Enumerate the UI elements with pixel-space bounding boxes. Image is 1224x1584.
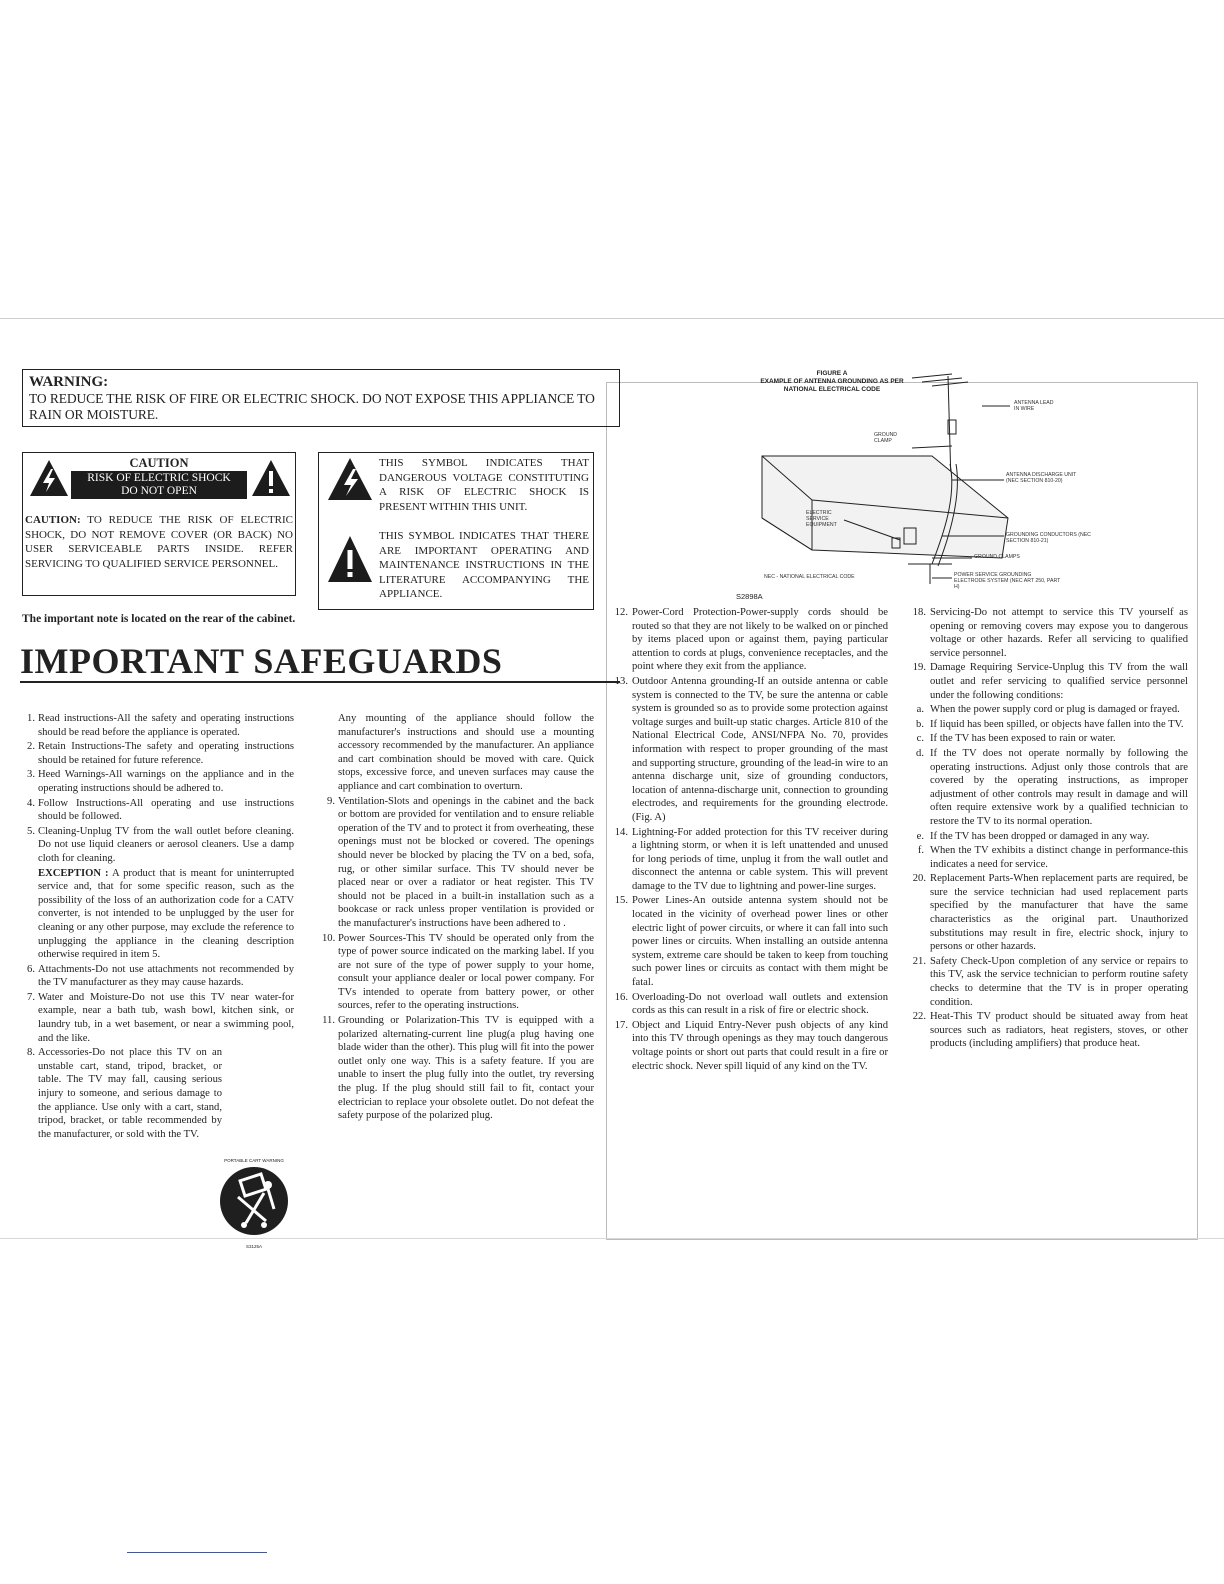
item-number: 22. bbox=[912, 1011, 926, 1023]
item-number: 17. bbox=[614, 1019, 628, 1031]
item-text: Water and Moisture-Do not use this TV near water-for example, near a bath tub, wash bowl, kitchen sink, or laundry tub, in a wet basement, or near a swimming pool, and the like. bbox=[38, 991, 294, 1044]
item-text: Read instructions-All the safety and operating instructions should be read before the appliance is operated. bbox=[38, 713, 294, 738]
item-text: Grounding or Polarization-This TV is equipped with a polarized alternating-current line plug(a plug having one blade wider than the other). This plug will fit into the power outlet only one way. This is a safety feature. If you are unable to insert the plug fully into the outlet, try reversing the plug. If the plug should still fail to fit, contact your electrician to replace your obsolete outlet. Do not defeat the safety purpose of the polarized plug. bbox=[338, 1015, 594, 1122]
item-letter: c. bbox=[916, 733, 924, 745]
item-text: If the TV has been dropped or damaged in any way. bbox=[930, 830, 1150, 842]
exception-text: A product that is meant for uninterrupted service and, that for some specific reason, such as the possibility of the loss of an authorization code for a CATV converter, is not intended to be unplugged by the user for cleaning or any other purpose, may exclude the reference to unplugging the appliance in the cleaning description otherwise required in item 5. bbox=[38, 867, 294, 961]
caution-band-line1: RISK OF ELECTRIC SHOCK bbox=[87, 472, 231, 484]
condition-item bbox=[910, 718, 1188, 732]
label-ground-clamps: GROUND CLAMPS bbox=[974, 554, 1020, 560]
item-text: When the TV exhibits a distinct change in performance-this indicates a need for service. bbox=[930, 845, 1188, 870]
column-1 bbox=[22, 712, 294, 1142]
condition-item bbox=[910, 732, 1188, 746]
figure-caption-line: FIGURE A bbox=[816, 370, 848, 377]
item-number: 20. bbox=[912, 873, 926, 885]
label-service-equipment: ELECTRIC SERVICE EQUIPMENT bbox=[806, 510, 837, 528]
item-number: 6. bbox=[27, 963, 35, 975]
item-number: 13. bbox=[614, 675, 628, 687]
item-letter: e. bbox=[916, 830, 924, 842]
lightning-symbol-icon bbox=[327, 457, 373, 501]
caution-box bbox=[22, 452, 296, 596]
item-text: Replacement Parts-When replacement parts are required, be sure the service technician had used replacement parts specified by the manufacturer that have the same characteristics as the original part. Unauthorized substitutions may result in fire, electric shock, injury to persons or other hazards. bbox=[930, 873, 1188, 953]
portable-cart-warning bbox=[212, 1158, 296, 1249]
list-item bbox=[22, 797, 294, 824]
item-text: Retain Instructions-The safety and operating instructions should be retained for future reference. bbox=[38, 741, 294, 766]
item-number: 7. bbox=[27, 991, 35, 1003]
list-item bbox=[910, 606, 1188, 660]
item-number: 19. bbox=[912, 662, 926, 674]
list-item bbox=[612, 894, 888, 989]
page-title: IMPORTANT SAFEGUARDS bbox=[20, 641, 503, 681]
caution-heading: CAUTION bbox=[129, 456, 189, 470]
item-number: 3. bbox=[27, 769, 35, 781]
item-number: 10. bbox=[322, 932, 336, 944]
item-text: Accessories-Do not place this TV on an unstable cart, stand, tripod, bracket, or table. The TV may fall, causing serious injury to someone, and serious damage to the appliance. Use only with a cart, stand, tripod, bracket, or table recommended by the manufacturer, or sold with the TV. bbox=[38, 1047, 222, 1140]
item-text: Safety Check-Upon completion of any service or repairs to this TV, ask the service technician to perform routine safety checks to determine that the TV is in proper operating condition. bbox=[930, 955, 1188, 1008]
label-nec: NEC - NATIONAL ELECTRICAL CODE bbox=[764, 574, 855, 580]
list-item bbox=[22, 712, 294, 739]
condition-item bbox=[910, 703, 1188, 717]
item-text: Servicing-Do not attempt to service this TV yourself as opening or removing covers may expose you to dangerous voltage or other hazards. Refer all servicing to qualified service personnel. bbox=[930, 607, 1188, 659]
lightning-symbol-text: THIS SYMBOL INDICATES THAT DANGEROUS VOLTAGE CONSTITUTING A RISK OF ELECTRIC SHOCK IS PRESENT WITHIN THIS UNIT. bbox=[379, 457, 589, 513]
warning-box bbox=[22, 369, 620, 427]
label-ground-clamp: GROUND CLAMP bbox=[874, 432, 898, 444]
item-letter: f. bbox=[917, 845, 924, 857]
item-number: 12. bbox=[614, 607, 628, 618]
footer-link-rule bbox=[127, 1552, 267, 1553]
item-text: Attachments-Do not use attachments not recommended by the TV manufacturer as they may cause hazards. bbox=[38, 963, 294, 989]
list-item bbox=[612, 606, 888, 674]
item-number: 5. bbox=[27, 825, 35, 837]
exclamation-symbol-icon bbox=[327, 535, 373, 583]
figure-a bbox=[612, 368, 1198, 604]
list-item bbox=[22, 825, 294, 866]
item-number: 18. bbox=[912, 607, 926, 618]
item-text: Overloading-Do not overload wall outlets and extension cords as this can result in a risk of fire or electric shock. bbox=[632, 991, 888, 1017]
item-number: 2. bbox=[27, 741, 35, 753]
item-text: Ventilation-Slots and openings in the cabinet and the back or bottom are provided for ventilation and to ensure reliable operation of the TV and to protect it from overheating, these openings must not be blocked or covered. The openings should never be blocked by placing the TV on a bed, sofa, rug, or other similar surface. This TV should never be placed near or over a radiator or heat register. This TV should not be placed in a built-in installation such as a bookcase or rack unless proper ventilation is provided or the manufacturer's instructions have been adhered to . bbox=[338, 795, 594, 929]
label-discharge-unit: ANTENNA DISCHARGE UNIT (NEC SECTION 810-20) bbox=[1006, 472, 1077, 484]
list-item bbox=[22, 1046, 294, 1141]
tipping-cart-icon bbox=[212, 1163, 296, 1239]
list-item bbox=[612, 826, 888, 894]
item-text: When the power supply cord or plug is damaged or frayed. bbox=[930, 704, 1180, 716]
title-rule bbox=[20, 681, 620, 683]
item-number: 14. bbox=[614, 826, 628, 838]
condition-item bbox=[910, 747, 1188, 829]
list-item bbox=[22, 991, 294, 1045]
item-text: Object and Liquid Entry-Never push objects of any kind into this TV through openings as they may touch dangerous voltage points or short out parts that could result in a fire or electric shock. Never spill liquid of any kind on the TV. bbox=[632, 1019, 888, 1072]
list-item bbox=[910, 955, 1188, 1009]
caution-band bbox=[71, 471, 247, 499]
exclamation-symbol-text: THIS SYMBOL INDICATES THAT THERE ARE IMPORTANT OPERATING AND MAINTENANCE INSTRUCTIONS IN THE LITERATURE ACCOMPANYING THE APPLIANCE. bbox=[379, 530, 589, 600]
item-text: Lightning-For added protection for this TV receiver during a lightning storm, or when it is left unattended and unused for long periods of time, unplug it from the wall outlet and disconnect the antenna or cable system. This will prevent damage to the TV due to lightning and power-line surges. bbox=[632, 826, 888, 892]
item-text: Follow Instructions-All operating and use instructions should be followed. bbox=[38, 797, 294, 823]
item-text: Heed Warnings-All warnings on the appliance and in the operating instructions should be adhered to. bbox=[38, 769, 294, 794]
caution-label: CAUTION: bbox=[25, 514, 81, 526]
antenna-grounding-diagram bbox=[612, 368, 1198, 604]
list-item bbox=[22, 768, 294, 795]
list-item bbox=[612, 1019, 888, 1073]
item-text: Power-Cord Protection-Power-supply cords should be routed so that they are not likely to be walked on or pinched by items placed upon or against them, paying particular attention to cords at plugs, convenience receptacles, and the point where they exit from the appliance. bbox=[632, 607, 888, 673]
item-number: 15. bbox=[614, 895, 628, 907]
list-item bbox=[612, 675, 888, 825]
column-3 bbox=[612, 606, 888, 1074]
condition-item bbox=[910, 844, 1188, 871]
caution-text bbox=[25, 513, 293, 571]
item-text: Any mounting of the appliance should follow the manufacturer's instructions and should use a mounting accessory recommended by the manufacturer. An appliance and cart combination should be moved with care. Quick stops, excessive force, and uneven surfaces may cause the appliance and cart combination to overturn. bbox=[338, 713, 594, 792]
item-text: Heat-This TV product should be situated away from heat sources such as radiators, heat registers, stoves, or other products (including amplifiers) that produce heat. bbox=[930, 1011, 1188, 1050]
item-text: Outdoor Antenna grounding-If an outside antenna or cable system is connected to the TV, be sure the antenna or cable system is grounded so as to provide some protection against voltage surges and built-up static charges. Article 810 of the National Electrical Code, ANSI/NFPA No. 70, provides information with respect to proper grounding of the mast and supporting structure, grounding of the lead-in wire to an antenna discharge unit, size of grounding conductors, location of antenna-discharge unit, connection to grounding electrodes, and requirements for the grounding electrode. (Fig. A) bbox=[632, 675, 888, 823]
symbol-explanation-box bbox=[318, 452, 594, 610]
label-antenna-lead: ANTENNA LEAD IN WIRE bbox=[1014, 400, 1054, 412]
column-2 bbox=[322, 712, 594, 1124]
item-text: Power Sources-This TV should be operated only from the type of power source indicated on the marking label. If you are not sure of the type of power supply to your home, consult your appliance dealer or local power company. For TVs intended to operate from battery power, or other sources, refer to the operating instructions. bbox=[338, 932, 594, 1012]
exclamation-warning-icon bbox=[251, 459, 291, 497]
label-grounding-conductors: GROUNDING CONDUCTORS (NEC SECTION 810-21) bbox=[1006, 532, 1091, 544]
item-number: 4. bbox=[27, 797, 35, 809]
shock-warning-icon bbox=[29, 459, 69, 497]
warning-title: WARNING: bbox=[29, 374, 109, 390]
cart-warning-label: PORTABLE CART WARNING bbox=[224, 1158, 284, 1163]
list-item bbox=[910, 661, 1188, 702]
item-text: If the TV does not operate normally by following the operating instructions. Adjust only those controls that are covered by the operating instructions, as improper adjustment of other controls may result in damage and will often require extensive work by a qualified technician to restore the TV to its normal operation. bbox=[930, 747, 1188, 827]
list-item bbox=[612, 991, 888, 1018]
column-4 bbox=[910, 606, 1188, 1052]
item-text: Power Lines-An outside antenna system should not be located in the vicinity of overhead power lines or other electric light of power circuits, or where it can fall into such power lines or circuits. When installing an outside antenna system, extreme care should be taken to keep from touching such power lines or circuits as contact with them might be fatal. bbox=[632, 895, 888, 989]
exception-label: EXCEPTION : bbox=[38, 867, 109, 879]
list-item bbox=[322, 932, 594, 1014]
label-electrode-system: POWER SERVICE GROUNDING ELECTRODE SYSTEM (NEC ART 250, PART H) bbox=[954, 572, 1061, 590]
item-letter: d. bbox=[916, 747, 924, 759]
list-item bbox=[322, 795, 594, 931]
scan-top-edge bbox=[0, 318, 1224, 319]
figure-caption-line: NATIONAL ELECTRICAL CODE bbox=[783, 386, 881, 393]
item-text: If the TV has been exposed to rain or water. bbox=[930, 733, 1116, 745]
cart-code: S3125A bbox=[245, 1244, 262, 1249]
rear-cabinet-note: The important note is located on the rear of the cabinet. bbox=[22, 613, 296, 625]
warning-text: TO REDUCE THE RISK OF FIRE OR ELECTRIC SHOCK. DO NOT EXPOSE THIS APPLIANCE TO RAIN OR MOISTURE. bbox=[29, 391, 595, 422]
exception-paragraph bbox=[22, 867, 294, 962]
item-number: 11. bbox=[322, 1015, 335, 1027]
caution-band-line2: DO NOT OPEN bbox=[121, 485, 197, 497]
item-text: If liquid has been spilled, or objects have fallen into the TV. bbox=[930, 718, 1184, 730]
item-letter: b. bbox=[916, 718, 924, 730]
figure-id: S2898A bbox=[736, 592, 763, 601]
figure-caption-line: EXAMPLE OF ANTENNA GROUNDING AS PER bbox=[760, 378, 904, 385]
item-number: 16. bbox=[614, 991, 628, 1003]
caution-body: TO REDUCE THE RISK OF ELECTRIC SHOCK, DO NOT REMOVE COVER (OR BACK) NO USER SERVICEABLE PARTS INSIDE. REFER SERVICING TO QUALIFIED SERVICE PERSONNEL. bbox=[25, 514, 293, 570]
list-item bbox=[322, 1014, 594, 1123]
list-item bbox=[22, 740, 294, 767]
list-item bbox=[910, 1010, 1188, 1051]
item-number: 1. bbox=[27, 713, 35, 724]
item-number: 8. bbox=[27, 1047, 35, 1059]
list-item bbox=[22, 963, 294, 990]
item-number: 21. bbox=[912, 955, 926, 967]
item-text: Damage Requiring Service-Unplug this TV from the wall outlet and refer servicing to qualified service personnel under the following conditions: bbox=[930, 662, 1188, 701]
scan-bottom-edge bbox=[0, 1238, 1224, 1239]
item-letter: a. bbox=[916, 704, 924, 716]
condition-item bbox=[910, 830, 1188, 844]
list-item bbox=[910, 872, 1188, 954]
mounting-paragraph bbox=[322, 712, 594, 794]
item-text: Cleaning-Unplug TV from the wall outlet before cleaning. Do not use liquid cleaners or aerosol cleaners. Use a damp cloth for cleaning. bbox=[38, 825, 294, 864]
item-number: 9. bbox=[327, 795, 335, 807]
